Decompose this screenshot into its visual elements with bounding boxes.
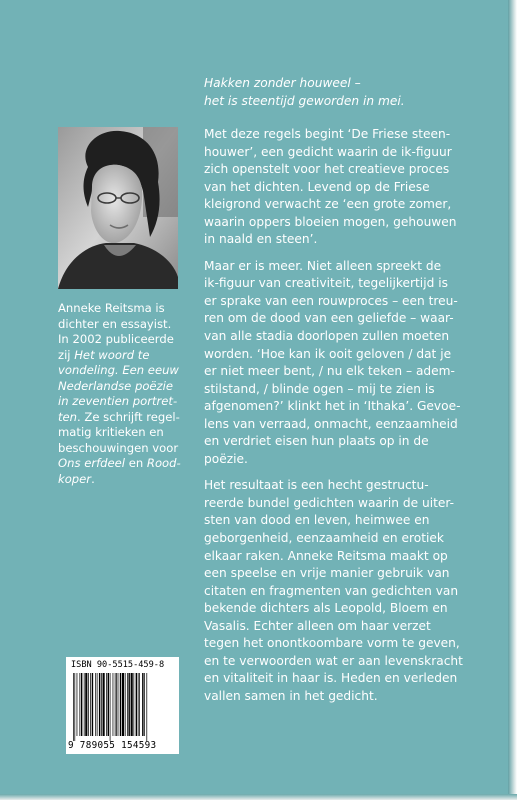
journal-title-text: koper — [58, 472, 92, 487]
epigraph-line: het is steentijd geworden in mei. — [204, 93, 405, 108]
author-portrait-image — [58, 127, 178, 289]
blurb-line: poëzie. — [204, 451, 248, 466]
bio-line: In 2002 publiceerde — [58, 332, 174, 347]
blurb-line: Vasalis. Echter alleen om haar verzet — [204, 618, 431, 633]
blurb-line: er sprake van een rouwproces – een treu- — [204, 293, 458, 308]
blurb-line: lens van verraad, onmacht, eenzaamheid — [204, 416, 458, 431]
blurb-line: ren om de dood van een geliefde – waar- — [204, 311, 454, 326]
blurb-paragraph-1 — [204, 126, 496, 249]
barcode-bars — [73, 673, 173, 741]
blurb-line: en verdriet eisen hun plaats op in de — [204, 434, 429, 449]
blurb-line: afgenomen?’ klinkt het in ‘Ithaka’. Gevoe- — [204, 399, 461, 414]
blurb-line: reerde bundel gedichten waarin de uiter- — [204, 495, 455, 510]
blurb-paragraph-3 — [204, 477, 496, 705]
blurb-line: en vitaliteit in haar is. Heden en verleden — [204, 671, 458, 686]
author-photo — [58, 127, 178, 289]
epigraph — [204, 75, 494, 110]
blurb-line: vallen samen in het gedicht. — [204, 688, 378, 703]
blurb-line: een speelse en vrije manier gebruik van — [204, 566, 450, 581]
blurb-line: Met deze regels begint ‘De Friese steen- — [204, 127, 451, 141]
blurb-line: stilstand, / blinde ogen – mij te zien is — [204, 381, 435, 396]
blurb-line: ik-figuur van creativiteit, tegelijkertijd is — [204, 276, 448, 291]
bio-line: . — [91, 472, 95, 487]
book-title-text: Nederlandse poëzie — [58, 378, 173, 393]
blurb-line: kleigrond verwacht ze ‘een grote zomer, — [204, 197, 452, 212]
ean-digits: 9 789055 154593 — [68, 740, 157, 751]
blurb-line: van alle stadia doorlopen zullen moeten — [204, 329, 450, 344]
cover-edge-shadow — [508, 0, 517, 800]
bio-line: zij — [58, 347, 75, 362]
blurb-line: Het resultaat is een hecht gestructu- — [204, 478, 429, 493]
blurb-line: en te verwoorden wat er aan levenskracht — [204, 653, 463, 668]
blurb-line: elkaar raken. Anneke Reitsma maakt op — [204, 548, 448, 563]
book-title-text: in zeventien portret- — [58, 394, 178, 409]
blurb-line: worden. ‘Hoe kan ik ooit geloven / dat je — [204, 346, 452, 361]
bio-line: beschouwingen voor — [58, 440, 179, 455]
blurb-line: citaten en fragmenten van gedichten van — [204, 583, 459, 598]
isbn-text: ISBN 90-5515-459-8 — [71, 660, 165, 670]
book-title-text: Het woord te — [74, 347, 150, 362]
blurb-line: houwer’, een gedicht waarin de ik-figuur — [204, 144, 452, 159]
bio-line: dichter en essayist. — [58, 316, 172, 331]
blurb-line: sten van dood en leven, heimwee en — [204, 513, 430, 528]
isbn-barcode — [66, 657, 179, 754]
cover-bottom-edge — [0, 794, 517, 800]
book-title-text: ten — [58, 409, 78, 424]
blurb-line: Maar er is meer. Niet alleen spreekt de — [204, 258, 442, 273]
blurb-line: zich openstelt voor het creatieve proces — [204, 162, 450, 177]
blurb-line: bekende dichters als Leopold, Bloem en — [204, 601, 448, 616]
bio-line: matig kritieken en — [58, 425, 164, 440]
journal-title-text: Ons erfdeel — [58, 456, 126, 471]
blurb-line: in naald en steen’. — [204, 232, 318, 247]
blurb-text — [204, 126, 496, 715]
blurb-line: van het dichten. Levend op de Friese — [204, 179, 430, 194]
journal-title-text: Rood- — [146, 456, 181, 471]
blurb-line: tegen het onontkoombare vorm te geven, — [204, 636, 460, 651]
blurb-line: er niet meer bent, / nu elk teken – adem- — [204, 364, 455, 379]
blurb-line: waarin oppers bloeien mogen, gehouwen — [204, 214, 457, 229]
bio-line: . Ze schrijft regel- — [77, 409, 180, 424]
blurb-paragraph-2 — [204, 258, 496, 469]
bio-line: Anneke Reitsma is — [58, 301, 165, 315]
epigraph-line: Hakken zonder houweel – — [204, 76, 361, 90]
blurb-line: geborgenheid, eenzaamheid en erotiek — [204, 531, 444, 546]
bio-line: en — [125, 456, 147, 471]
book-title-text: vondeling. Een eeuw — [58, 363, 179, 378]
author-bio — [58, 301, 186, 488]
